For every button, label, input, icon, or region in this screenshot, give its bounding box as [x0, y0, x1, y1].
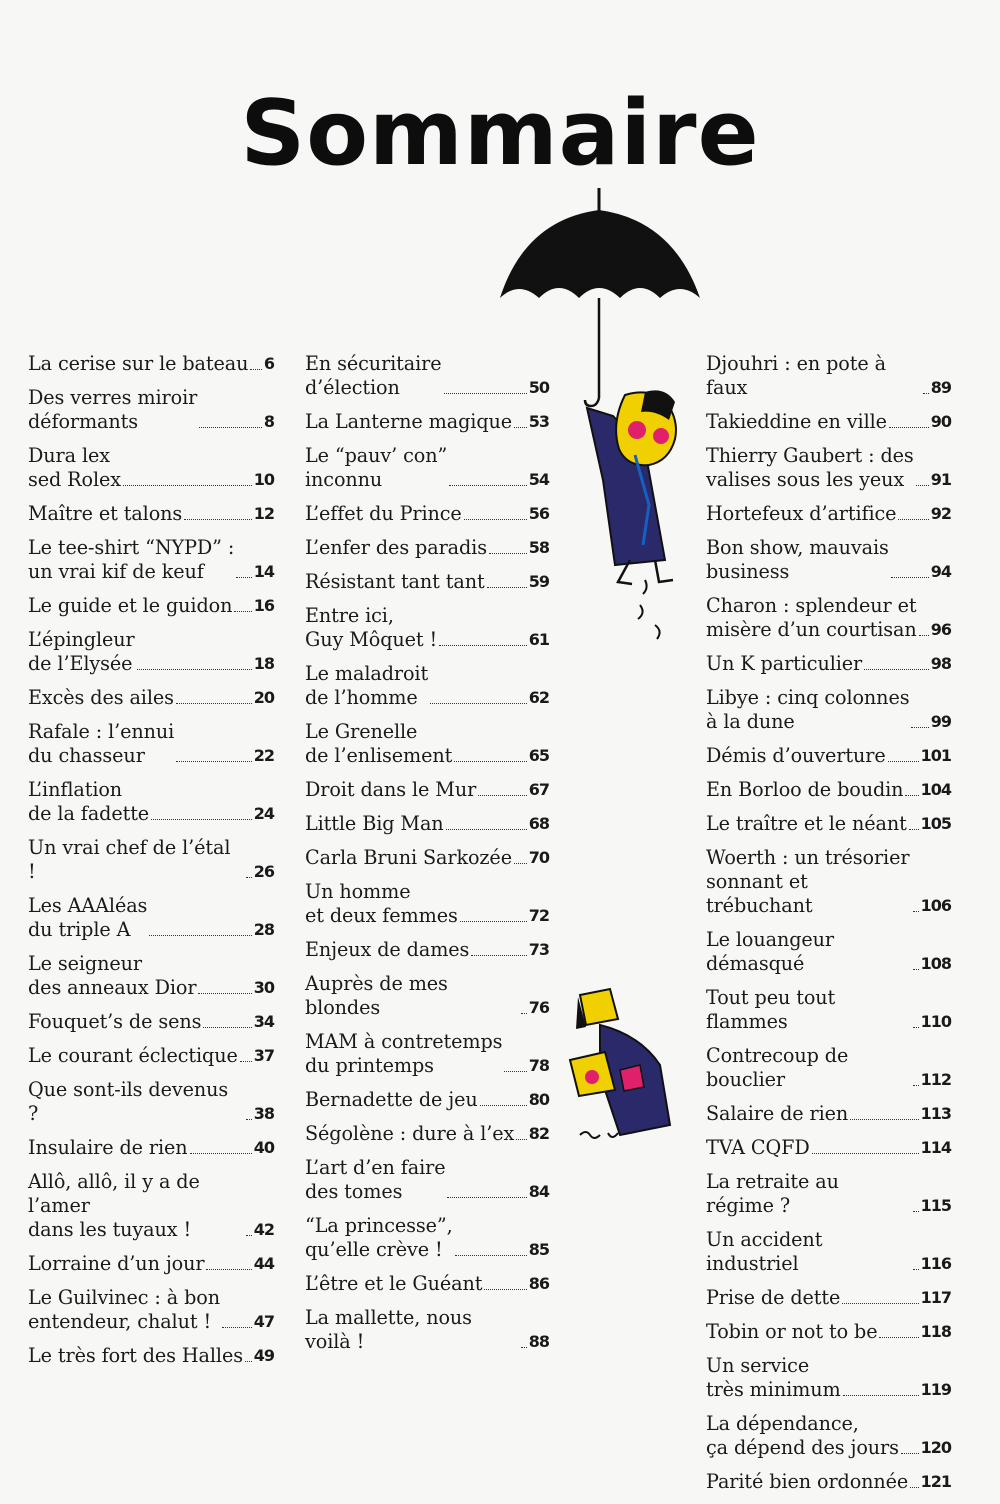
toc-entry-title: Hortefeux d’artifice — [706, 502, 897, 525]
toc-entry-title: En Borloo de boudin — [706, 778, 904, 801]
toc-entry-title: Un vrai chef de l’étal ! — [28, 836, 231, 883]
toc-entry[interactable] — [706, 1044, 951, 1092]
toc-entry-page: 108 — [920, 954, 951, 973]
toc-entry-page: 112 — [920, 1070, 951, 1089]
toc-entry-title: Les AAAléas du triple A — [28, 894, 148, 941]
toc-entry-page: 72 — [528, 906, 549, 925]
toc-leader-dots — [521, 1013, 527, 1014]
toc-leader-dots — [913, 911, 919, 912]
toc-leader-dots — [454, 761, 526, 762]
toc-leader-dots — [250, 369, 262, 370]
toc-leader-dots — [123, 485, 252, 486]
toc-entry-page: 47 — [253, 1312, 274, 1331]
toc-entry-page: 20 — [253, 688, 274, 707]
toc-leader-dots — [919, 635, 929, 636]
toc-entry-page: 34 — [253, 1012, 274, 1031]
toc-entry-title: L’art d’en faire des tomes — [305, 1156, 446, 1203]
toc-entry-title: Résistant tant tant — [305, 570, 485, 593]
toc-entry[interactable] — [706, 594, 951, 642]
toc-entry-title: Enjeux de dames — [305, 938, 470, 961]
toc-leader-dots — [913, 1211, 919, 1212]
toc-entry-title: Little Big Man — [305, 812, 444, 835]
toc-entry[interactable] — [28, 1170, 274, 1242]
toc-entry-title: Libye : cinq colonnes à la dune — [706, 686, 910, 733]
toc-entry-title: Dura lex sed Rolex — [28, 444, 121, 491]
toc-entry[interactable] — [28, 836, 274, 884]
toc-entry[interactable] — [305, 1030, 549, 1078]
toc-leader-dots — [190, 1153, 252, 1154]
toc-entry-title: Salaire de rien — [706, 1102, 849, 1125]
toc-entry-title: MAM à contretemps du printemps — [305, 1030, 503, 1077]
toc-entry-title: Un service très minimum — [706, 1354, 841, 1401]
toc-entry-title: Un K particulier — [706, 652, 863, 675]
toc-entry-title: La mallette, nous voilà ! — [305, 1306, 472, 1353]
toc-entry-title: La retraite au régime ? — [706, 1170, 839, 1217]
toc-entry-page: 49 — [253, 1346, 274, 1365]
toc-entry[interactable] — [706, 846, 951, 918]
toc-entry[interactable] — [706, 1136, 951, 1160]
toc-entry-page: 22 — [253, 746, 274, 765]
toc-leader-dots — [234, 611, 251, 612]
toc-entry-page: 85 — [528, 1240, 549, 1259]
toc-entry-page: 40 — [253, 1138, 274, 1157]
toc-entry[interactable] — [28, 628, 274, 676]
toc-entry-page: 56 — [528, 504, 549, 523]
toc-entry-title: Maître et talons — [28, 502, 183, 525]
toc-entry-title: Tobin or not to be — [706, 1320, 878, 1343]
toc-entry-page: 76 — [528, 998, 549, 1017]
toc-leader-dots — [246, 1119, 252, 1120]
toc-leader-dots — [447, 1197, 526, 1198]
toc-entry-page: 70 — [528, 848, 549, 867]
toc-entry[interactable] — [28, 1344, 274, 1368]
toc-entry[interactable] — [706, 1412, 951, 1460]
toc-entry-title: Lorraine d’un jour — [28, 1252, 205, 1275]
toc-entry-page: 54 — [528, 470, 549, 489]
toc-entry-title: Un homme et deux femmes — [305, 880, 458, 927]
toc-entry-page: 28 — [253, 920, 274, 939]
toc-entry[interactable] — [706, 778, 951, 802]
toc-leader-dots — [521, 1347, 527, 1348]
toc-entry[interactable] — [706, 536, 951, 584]
toc-entry-title: Que sont-ils devenus ? — [28, 1078, 229, 1125]
toc-entry-page: 62 — [528, 688, 549, 707]
toc-entry-title: Le traître et le néant — [706, 812, 907, 835]
toc-entry[interactable] — [305, 812, 549, 836]
toc-entry-title: Droit dans le Mur — [305, 778, 477, 801]
toc-leader-dots — [151, 819, 252, 820]
toc-entry[interactable] — [706, 744, 951, 768]
toc-entry-title: La cerise sur le bateau — [28, 352, 249, 375]
toc-entry-page: 26 — [253, 862, 274, 881]
toc-entry-page: 24 — [253, 804, 274, 823]
toc-entry-page: 88 — [528, 1332, 549, 1351]
toc-entry-title: Takieddine en ville — [706, 410, 887, 433]
toc-leader-dots — [913, 1027, 919, 1028]
toc-entry-page: 61 — [528, 630, 549, 649]
toc-leader-dots — [913, 969, 919, 970]
toc-leader-dots — [913, 1269, 919, 1270]
toc-entry-title: Woerth : un trésorier sonnant et trébuchant — [706, 846, 910, 917]
toc-leader-dots — [905, 795, 918, 796]
toc-leader-dots — [203, 1027, 251, 1028]
toc-leader-dots — [460, 921, 527, 922]
toc-leader-dots — [478, 795, 527, 796]
toc-entry-page: 12 — [253, 504, 274, 523]
toc-entry-page: 120 — [920, 1438, 951, 1457]
toc-entry[interactable] — [28, 536, 274, 584]
toc-entry[interactable] — [28, 502, 274, 526]
toc-leader-dots — [864, 669, 929, 670]
toc-entry[interactable] — [706, 1320, 951, 1344]
toc-entry-title: Le maladroit de l’homme — [305, 662, 429, 709]
toc-leader-dots — [910, 1487, 918, 1488]
toc-leader-dots — [923, 393, 929, 394]
toc-entry[interactable] — [305, 662, 549, 710]
toc-entry[interactable] — [28, 778, 274, 826]
toc-entry-title: Entre ici, Guy Môquet ! — [305, 604, 438, 651]
toc-column-3 — [706, 352, 951, 1504]
toc-entry-page: 42 — [253, 1220, 274, 1239]
page-title: Sommaire — [240, 81, 760, 187]
toc-entry[interactable] — [28, 1044, 274, 1068]
toc-entry[interactable] — [28, 1252, 274, 1276]
toc-entry-page: 59 — [528, 572, 549, 591]
toc-entry-page: 115 — [920, 1196, 951, 1215]
toc-leader-dots — [199, 427, 262, 428]
toc-entry[interactable] — [706, 1470, 951, 1494]
toc-entry-page: 104 — [920, 780, 951, 799]
toc-leader-dots — [916, 485, 929, 486]
toc-entry[interactable] — [305, 1272, 549, 1296]
toc-entry-page: 53 — [528, 412, 549, 431]
toc-leader-dots — [222, 1327, 252, 1328]
toc-entry-title: Bon show, mauvais business — [706, 536, 889, 583]
toc-entry-page: 58 — [528, 538, 549, 557]
toc-entry[interactable] — [706, 1170, 951, 1218]
toc-entry-title: La dépendance, ça dépend des jours — [706, 1412, 899, 1459]
toc-entry-title: L’épingleur de l’Elysée — [28, 628, 135, 675]
toc-entry-page: 44 — [253, 1254, 274, 1273]
toc-entry-page: 16 — [253, 596, 274, 615]
toc-leader-dots — [514, 863, 527, 864]
toc-leader-dots — [480, 1105, 527, 1106]
toc-leader-dots — [240, 1061, 252, 1062]
toc-entry[interactable] — [706, 686, 951, 734]
toc-entry[interactable] — [28, 1078, 274, 1126]
toc-leader-dots — [198, 993, 251, 994]
toc-entry[interactable] — [305, 1306, 549, 1354]
toc-entry[interactable] — [706, 812, 951, 836]
toc-leader-dots — [898, 519, 928, 520]
toc-entry-page: 38 — [253, 1104, 274, 1123]
toc-entry-title: Le “pauv’ con” inconnu — [305, 444, 448, 491]
toc-entry[interactable] — [28, 352, 274, 376]
toc-entry-page: 73 — [528, 940, 549, 959]
toc-entry-title: Le Grenelle de l’enlisement — [305, 720, 453, 767]
toc-entry-title: Bernadette de jeu — [305, 1088, 478, 1111]
toc-leader-dots — [913, 1085, 919, 1086]
toc-entry-page: 10 — [253, 470, 274, 489]
toc-entry-title: L’être et le Guéant — [305, 1272, 483, 1295]
toc-entry-page: 117 — [920, 1288, 951, 1307]
toc-entry-page: 82 — [528, 1124, 549, 1143]
toc-entry-page: 6 — [263, 354, 274, 373]
toc-leader-dots — [137, 669, 252, 670]
toc-leader-dots — [149, 935, 251, 936]
toc-entry-title: Rafale : l’ennui du chasseur — [28, 720, 175, 767]
toc-entry-page: 89 — [930, 378, 951, 397]
umbrella-man-illustration — [495, 180, 705, 660]
toc-leader-dots — [909, 829, 919, 830]
caricature-illustration — [560, 985, 685, 1155]
toc-entry[interactable] — [706, 1286, 951, 1310]
toc-entry[interactable] — [305, 1214, 549, 1262]
toc-entry-title: En sécuritaire d’élection — [305, 352, 442, 399]
toc-entry[interactable] — [28, 1136, 274, 1160]
toc-entry-title: Un accident industriel — [706, 1228, 823, 1275]
toc-entry-page: 65 — [528, 746, 549, 765]
toc-leader-dots — [430, 703, 527, 704]
toc-entry-page: 119 — [920, 1380, 951, 1399]
toc-entry-title: Démis d’ouverture — [706, 744, 886, 767]
toc-entry-page: 96 — [930, 620, 951, 639]
toc-entry[interactable] — [706, 1354, 951, 1402]
toc-entry[interactable] — [28, 1286, 274, 1334]
toc-entry-title: Le seigneur des anneaux Dior — [28, 952, 197, 999]
toc-leader-dots — [446, 829, 527, 830]
toc-entry[interactable] — [28, 686, 274, 710]
toc-entry-page: 118 — [920, 1322, 951, 1341]
toc-entry-page: 37 — [253, 1046, 274, 1065]
toc-entry[interactable] — [305, 1088, 549, 1112]
toc-entry-title: Le guide et le guidon — [28, 594, 233, 617]
toc-leader-dots — [236, 577, 251, 578]
toc-entry-page: 84 — [528, 1182, 549, 1201]
toc-leader-dots — [455, 1255, 527, 1256]
toc-entry-page: 86 — [528, 1274, 549, 1293]
toc-entry-title: Auprès de mes blondes — [305, 972, 448, 1019]
toc-entry[interactable] — [28, 444, 274, 492]
toc-entry-title: Allô, allô, il y a de l’amer dans les tuyaux ! — [28, 1170, 200, 1241]
toc-entry-page: 105 — [920, 814, 951, 833]
toc-entry-title: Contrecoup de bouclier — [706, 1044, 849, 1091]
toc-entry-title: Le très fort des Halles — [28, 1344, 243, 1367]
toc-leader-dots — [206, 1269, 251, 1270]
toc-leader-dots — [246, 877, 252, 878]
toc-entry-page: 101 — [920, 746, 951, 765]
toc-entry[interactable] — [28, 1010, 274, 1034]
toc-entry[interactable] — [305, 972, 549, 1020]
toc-leader-dots — [176, 703, 252, 704]
toc-leader-dots — [812, 1153, 919, 1154]
toc-entry[interactable] — [706, 652, 951, 676]
toc-entry-title: Ségolène : dure à l’ex — [305, 1122, 515, 1145]
toc-entry-title: Prise de dette — [706, 1286, 841, 1309]
toc-entry-title: TVA CQFD — [706, 1136, 810, 1159]
toc-entry[interactable] — [706, 928, 951, 976]
toc-leader-dots — [911, 727, 928, 728]
toc-entry-title: L’inflation de la fadette — [28, 778, 150, 825]
toc-entry-page: 14 — [253, 562, 274, 581]
toc-leader-dots — [889, 427, 929, 428]
toc-leader-dots — [842, 1303, 918, 1304]
toc-entry-page: 98 — [930, 654, 951, 673]
toc-entry-page: 78 — [528, 1056, 549, 1075]
toc-entry-title: Excès des ailes — [28, 686, 174, 709]
toc-entry[interactable] — [28, 894, 274, 942]
toc-entry[interactable] — [305, 778, 549, 802]
toc-entry-title: Des verres miroir déformants — [28, 386, 198, 433]
toc-entry-page: 8 — [263, 412, 274, 431]
toc-entry[interactable] — [706, 352, 951, 400]
toc-entry-page: 90 — [930, 412, 951, 431]
toc-entry-page: 91 — [930, 470, 951, 489]
toc-entry-page: 18 — [253, 654, 274, 673]
toc-entry-page: 67 — [528, 780, 549, 799]
toc-entry-page: 68 — [528, 814, 549, 833]
toc-entry[interactable] — [706, 986, 951, 1034]
toc-entry[interactable] — [28, 594, 274, 618]
toc-leader-dots — [516, 1139, 527, 1140]
toc-entry-page: 99 — [930, 712, 951, 731]
toc-entry-page: 106 — [920, 896, 951, 915]
toc-entry[interactable] — [305, 1122, 549, 1146]
toc-leader-dots — [504, 1071, 526, 1072]
toc-leader-dots — [184, 519, 252, 520]
toc-entry-title: Djouhri : en pote à faux — [706, 352, 886, 399]
toc-entry[interactable] — [706, 502, 951, 526]
toc-entry-page: 94 — [930, 562, 951, 581]
toc-leader-dots — [176, 761, 252, 762]
toc-column-1 — [28, 352, 274, 1378]
toc-entry[interactable] — [305, 846, 549, 870]
toc-entry[interactable] — [305, 880, 549, 928]
toc-leader-dots — [891, 577, 929, 578]
toc-entry[interactable] — [28, 386, 274, 434]
toc-entry-title: Parité bien ordonnée — [706, 1470, 909, 1493]
toc-leader-dots — [246, 1235, 252, 1236]
toc-entry[interactable] — [28, 952, 274, 1000]
toc-entry-page: 114 — [920, 1138, 951, 1157]
toc-leader-dots — [484, 1289, 526, 1290]
toc-entry-title: Le Guilvinec : à bon entendeur, chalut ! — [28, 1286, 220, 1333]
toc-leader-dots — [888, 761, 919, 762]
toc-entry-page: 80 — [528, 1090, 549, 1109]
toc-entry[interactable] — [706, 1228, 951, 1276]
toc-entry-title: Insulaire de rien — [28, 1136, 188, 1159]
toc-entry-page: 121 — [920, 1472, 951, 1491]
toc-entry-title: Charon : splendeur et misère d’un courtisan — [706, 594, 917, 641]
toc-entry[interactable] — [706, 444, 951, 492]
toc-entry-title: “La princesse”, qu’elle crève ! — [305, 1214, 453, 1261]
toc-entry-title: Le louangeur démasqué — [706, 928, 835, 975]
toc-leader-dots — [850, 1119, 918, 1120]
toc-entry-page: 30 — [253, 978, 274, 997]
toc-entry-title: Thierry Gaubert : des valises sous les yeux — [706, 444, 914, 491]
toc-leader-dots — [901, 1453, 919, 1454]
toc-entry-page: 116 — [920, 1254, 951, 1273]
toc-leader-dots — [879, 1337, 918, 1338]
toc-entry[interactable] — [305, 1156, 549, 1204]
toc-entry-page: 110 — [920, 1012, 951, 1031]
toc-entry-title: L’enfer des paradis — [305, 536, 487, 559]
toc-entry-title: Le courant éclectique — [28, 1044, 238, 1067]
toc-entry[interactable] — [706, 1102, 951, 1126]
toc-entry[interactable] — [706, 410, 951, 434]
toc-entry-title: Le tee-shirt “NYPD” : un vrai kif de keuf — [28, 536, 235, 583]
toc-leader-dots — [471, 955, 526, 956]
toc-entry[interactable] — [305, 720, 549, 768]
toc-entry-title: L’effet du Prince — [305, 502, 462, 525]
toc-entry-title: La Lanterne magique — [305, 410, 513, 433]
toc-entry-title: Fouquet’s de sens — [28, 1010, 202, 1033]
toc-leader-dots — [245, 1361, 252, 1362]
toc-entry-page: 113 — [920, 1104, 951, 1123]
toc-entry-page: 92 — [930, 504, 951, 523]
toc-leader-dots — [843, 1395, 919, 1396]
toc-entry-title: Tout peu tout flammes — [706, 986, 836, 1033]
toc-entry[interactable] — [305, 938, 549, 962]
toc-entry-title: Carla Bruni Sarkozée — [305, 846, 512, 869]
toc-entry-page: 50 — [528, 378, 549, 397]
toc-entry[interactable] — [28, 720, 274, 768]
